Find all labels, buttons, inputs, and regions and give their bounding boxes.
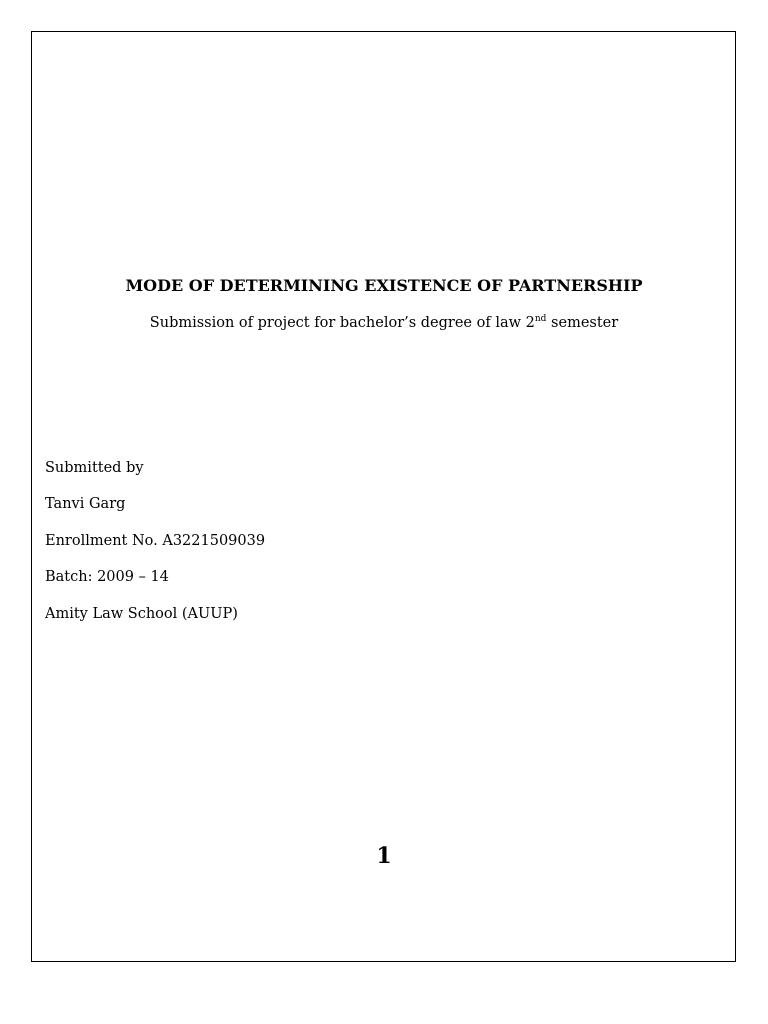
document-subtitle (0, 315, 768, 331)
subtitle-superscript: nd (534, 314, 547, 325)
student-name: Tanvi Garg (45, 496, 126, 512)
institution: Amity Law School (AUUP) (45, 606, 238, 622)
subtitle-text-end: semester (546, 315, 619, 331)
document-title: MODE OF DETERMINING EXISTENCE OF PARTNERSHIP (125, 276, 643, 295)
batch: Batch: 2009 – 14 (45, 569, 169, 585)
submitted-by-label: Submitted by (45, 460, 144, 476)
subtitle-text: Submission of project for bachelor’s degree of law 2 (149, 315, 535, 331)
page-border (31, 31, 736, 962)
page-number: 1 (376, 843, 392, 869)
enrollment-number: Enrollment No. A3221509039 (45, 533, 266, 549)
